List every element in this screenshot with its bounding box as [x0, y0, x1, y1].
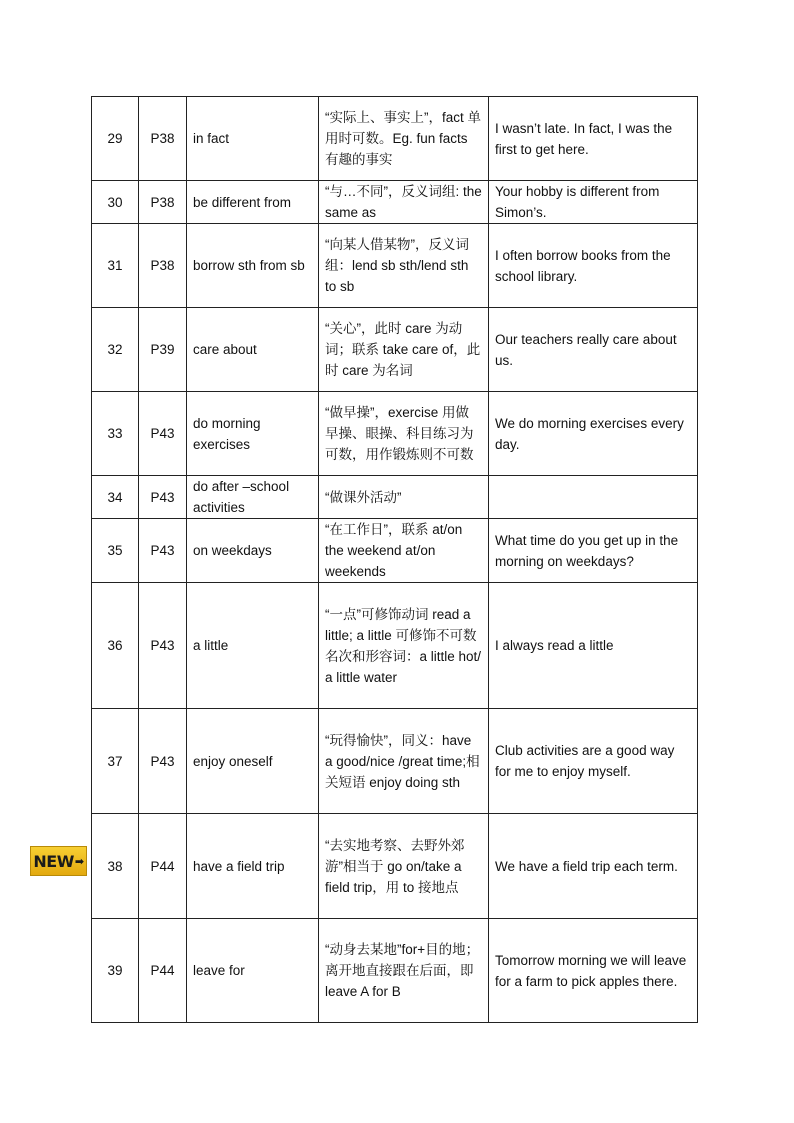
phrase-cell: leave for	[187, 919, 319, 1023]
example-cell: I often borrow books from the school library.	[489, 224, 698, 308]
new-badge-text: NEW	[33, 851, 74, 871]
page-ref: P38	[139, 97, 187, 181]
page-ref: P43	[139, 392, 187, 476]
phrase-cell: in fact	[187, 97, 319, 181]
row-number: 38	[92, 814, 139, 919]
note-cell: “在工作日”，联系 at/on the weekend at/on weekends	[319, 519, 489, 583]
row-number: 32	[92, 308, 139, 392]
row-number: 37	[92, 709, 139, 814]
page-ref: P43	[139, 519, 187, 583]
page-ref: P44	[139, 814, 187, 919]
note-cell: “动身去某地”for+目的地；离开地直接跟在后面，即 leave A for B	[319, 919, 489, 1023]
page-ref: P44	[139, 919, 187, 1023]
note-cell: “一点”可修饰动词 read a little; a little 可修饰不可数名次和形容词：a little hot/ a little water	[319, 583, 489, 709]
example-cell: What time do you get up in the morning on weekdays?	[489, 519, 698, 583]
row-number: 31	[92, 224, 139, 308]
example-cell: Tomorrow morning we will leave for a farm to pick apples there.	[489, 919, 698, 1023]
example-cell	[489, 476, 698, 519]
phrase-cell: be different from	[187, 181, 319, 224]
row-number: 33	[92, 392, 139, 476]
note-cell: “与…不同”，反义词组: the same as	[319, 181, 489, 224]
new-badge-icon	[30, 846, 87, 876]
page-ref: P43	[139, 476, 187, 519]
example-cell: Club activities are a good way for me to enjoy myself.	[489, 709, 698, 814]
table-row	[92, 583, 698, 709]
arrow-icon: ➡	[74, 854, 84, 868]
row-number: 29	[92, 97, 139, 181]
example-cell: We have a field trip each term.	[489, 814, 698, 919]
table-row	[92, 392, 698, 476]
table-row	[92, 181, 698, 224]
page-ref: P39	[139, 308, 187, 392]
note-cell: “玩得愉快”，同义：have a good/nice /great time;相关短语 enjoy doing sth	[319, 709, 489, 814]
phrase-cell: enjoy oneself	[187, 709, 319, 814]
table-row	[92, 476, 698, 519]
page-ref: P43	[139, 709, 187, 814]
page-ref: P38	[139, 224, 187, 308]
table-row	[92, 919, 698, 1023]
phrase-cell: on weekdays	[187, 519, 319, 583]
phrase-cell: do after –school activities	[187, 476, 319, 519]
phrase-cell: borrow sth from sb	[187, 224, 319, 308]
example-cell: Our teachers really care about us.	[489, 308, 698, 392]
example-cell: Your hobby is different from Simon’s.	[489, 181, 698, 224]
note-cell: “关心”，此时 care 为动词；联系 take care of，此时 care 为名词	[319, 308, 489, 392]
phrase-cell: do morning exercises	[187, 392, 319, 476]
page-ref: P38	[139, 181, 187, 224]
table-row	[92, 709, 698, 814]
vocabulary-table	[91, 96, 698, 1023]
row-number: 34	[92, 476, 139, 519]
row-number: 39	[92, 919, 139, 1023]
example-cell: I wasn’t late. In fact, I was the first to get here.	[489, 97, 698, 181]
note-cell: “去实地考察、去野外郊游”相当于 go on/take a field trip，用 to 接地点	[319, 814, 489, 919]
example-cell: We do morning exercises every day.	[489, 392, 698, 476]
phrase-cell: have a field trip	[187, 814, 319, 919]
table-row	[92, 97, 698, 181]
row-number: 35	[92, 519, 139, 583]
example-cell: I always read a little	[489, 583, 698, 709]
phrase-cell: a little	[187, 583, 319, 709]
row-number: 36	[92, 583, 139, 709]
table-row	[92, 519, 698, 583]
table-row	[92, 308, 698, 392]
page-ref: P43	[139, 583, 187, 709]
phrase-cell: care about	[187, 308, 319, 392]
row-number: 30	[92, 181, 139, 224]
note-cell: “向某人借某物”，反义词组：lend sb sth/lend sth to sb	[319, 224, 489, 308]
note-cell: “做课外活动”	[319, 476, 489, 519]
note-cell: “做早操”，exercise 用做早操、眼操、科目练习为可数，用作锻炼则不可数	[319, 392, 489, 476]
table-row	[92, 814, 698, 919]
note-cell: “实际上、事实上”，fact 单用时可数。Eg. fun facts 有趣的事实	[319, 97, 489, 181]
table-row	[92, 224, 698, 308]
